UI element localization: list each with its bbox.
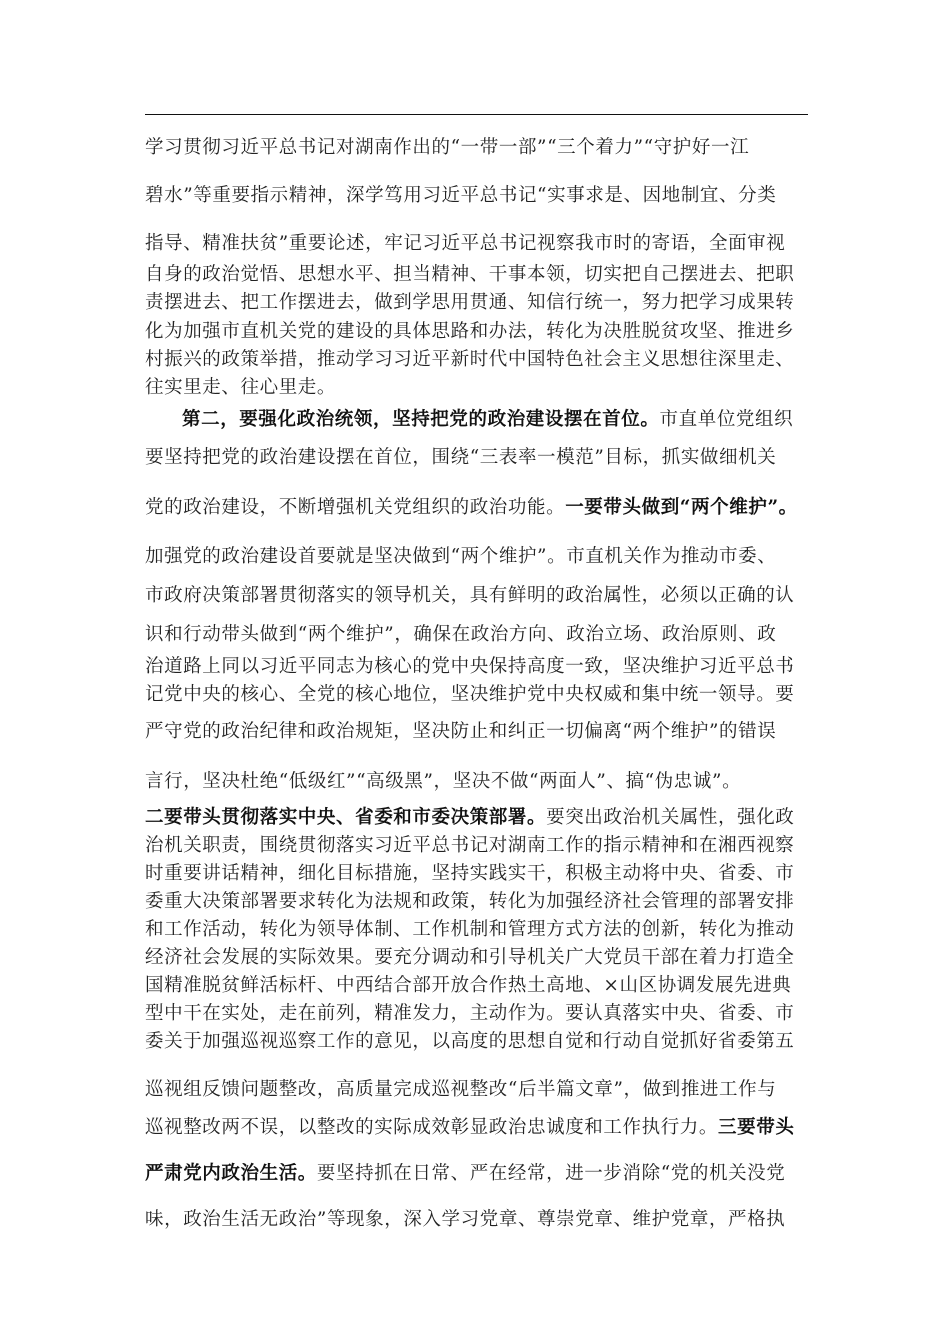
text-segment: 党的政治建设，不断增强机关党组织的政治功能。 bbox=[145, 497, 566, 518]
text-segment: 要坚持把党的政治建设摆在首位，围绕“三表率一模范”目标，抓实做细机关 bbox=[145, 447, 777, 468]
text-line bbox=[145, 263, 809, 287]
text-segment: 学习贯彻习近平总书记对湖南作出的“一带一部”“三个着力”“守护好一江 bbox=[145, 137, 750, 158]
text-segment: 责摆进去、把工作摆进去，做到学思用贯通、知信行统一，努力把学习成果转 bbox=[145, 292, 795, 313]
text-line bbox=[145, 232, 809, 256]
text-line bbox=[145, 862, 809, 886]
text-line bbox=[145, 1030, 809, 1054]
text-line bbox=[145, 348, 809, 372]
text-line bbox=[145, 496, 809, 520]
text-line bbox=[145, 720, 809, 744]
text-line bbox=[145, 1002, 809, 1026]
text-segment: 碧水”等重要指示精神，深学笃用习近平总书记“实事求是、因地制宜、分类 bbox=[145, 185, 777, 206]
text-line bbox=[145, 1162, 809, 1186]
text-line bbox=[145, 291, 809, 315]
bold-text-segment: 二要带头贯彻落实中央、省委和市委决策部署。 bbox=[145, 807, 547, 828]
text-line bbox=[145, 683, 809, 707]
text-segment: 和工作活动，转化为领导体制、工作机制和管理方式方法的创新，转化为推动 bbox=[145, 919, 795, 940]
text-segment: 严守党的政治纪律和政治规矩，坚决防止和纠正一切偏离“两个维护”的错误 bbox=[145, 721, 777, 742]
text-segment: 往实里走、往心里走。 bbox=[145, 377, 337, 398]
text-segment: 言行，坚决杜绝“低级红”“高级黑”，坚决不做“两面人”、搞“伪忠诚”。 bbox=[145, 771, 742, 792]
text-line bbox=[145, 946, 809, 970]
text-line bbox=[145, 584, 809, 608]
text-segment: 时重要讲话精神，细化目标措施，坚持实践实干，积极主动将中央、省委、市 bbox=[145, 863, 795, 884]
text-line bbox=[145, 974, 809, 998]
text-line bbox=[145, 623, 809, 647]
text-segment: 经济社会发展的实际效果。要充分调动和引导机关广大党员干部在着力打造全 bbox=[145, 947, 795, 968]
text-line bbox=[145, 770, 809, 794]
text-segment: 要坚持抓在日常、严在经常，进一步消除“党的机关没党 bbox=[316, 1163, 786, 1184]
text-segment: 指导、精准扶贫”重要论述，牢记习近平总书记视察我市时的寄语，全面审视 bbox=[145, 233, 786, 254]
text-segment: 自身的政治觉悟、思想水平、担当精神、干事本领，切实把自己摆进去、把职 bbox=[145, 264, 795, 285]
text-segment: 市直单位党组织 bbox=[659, 409, 794, 430]
header-rule bbox=[145, 114, 808, 115]
text-line bbox=[145, 184, 809, 208]
text-segment: 市政府决策部署贯彻落实的领导机关，具有鲜明的政治属性，必须以正确的认 bbox=[145, 585, 795, 606]
text-segment: 识和行动带头做到“两个维护”，确保在政治方向、政治立场、政治原则、政 bbox=[145, 624, 777, 645]
text-segment: 委重大决策部署要求转化为法规和政策，转化为加强经济社会管理的部署安排 bbox=[145, 891, 795, 912]
text-segment: 委关于加强巡视巡察工作的意见，以高度的思想自觉和行动自觉抓好省委第五 bbox=[145, 1031, 795, 1052]
text-line bbox=[145, 136, 809, 160]
text-line bbox=[145, 655, 809, 679]
text-segment: 要突出政治机关属性，强化政 bbox=[546, 807, 795, 828]
text-line bbox=[145, 446, 809, 470]
text-segment: 味，政治生活无政治”等现象，深入学习党章、尊崇党章、维护党章，严格执 bbox=[145, 1209, 786, 1230]
text-segment: 治机关职责，围绕贯彻落实习近平总书记对湖南工作的指示精神和在湘西视察 bbox=[145, 835, 795, 856]
text-segment: 加强党的政治建设首要就是坚决做到“两个维护”。市直机关作为推动市委、 bbox=[145, 546, 777, 567]
text-line bbox=[182, 408, 809, 432]
text-line bbox=[145, 545, 809, 569]
text-segment: 型中干在实处，走在前列，精准发力，主动作为。要认真落实中央、省委、市 bbox=[145, 1003, 795, 1024]
text-segment: 化为加强市直机关党的建设的具体思路和办法，转化为决胜脱贫攻坚、推进乡 bbox=[145, 321, 795, 342]
text-segment: 村振兴的政策举措，推动学习习近平新时代中国特色社会主义思想往深里走、 bbox=[145, 349, 795, 370]
bold-text-segment: 严肃党内政治生活。 bbox=[145, 1163, 317, 1184]
text-line bbox=[145, 834, 809, 858]
text-line bbox=[145, 1116, 809, 1140]
bold-text-segment: 第二，要强化政治统领，坚持把党的政治建设摆在首位。 bbox=[182, 409, 660, 430]
text-line bbox=[145, 890, 809, 914]
text-line bbox=[145, 806, 809, 830]
text-segment: 治道路上同以习近平同志为核心的党中央保持高度一致，坚决维护习近平总书 bbox=[145, 656, 795, 677]
text-line bbox=[145, 918, 809, 942]
text-segment: 巡视整改两不误，以整改的实际成效彰显政治忠诚度和工作执行力。 bbox=[145, 1117, 719, 1138]
text-line bbox=[145, 1208, 809, 1232]
text-segment: 国精准脱贫鲜活标杆、中西结合部开放合作热土高地、×山区协调发展先进典 bbox=[145, 975, 792, 996]
text-line bbox=[145, 1078, 809, 1102]
text-line bbox=[145, 376, 809, 400]
text-segment: 记党中央的核心、全党的核心地位，坚决维护党中央权威和集中统一领导。要 bbox=[145, 684, 795, 705]
text-line bbox=[145, 320, 809, 344]
text-segment: 巡视组反馈问题整改，高质量完成巡视整改“后半篇文章”，做到推进工作与 bbox=[145, 1079, 777, 1100]
bold-text-segment: 一要带头做到“两个维护”。 bbox=[565, 497, 798, 518]
bold-text-segment: 三要带头 bbox=[718, 1117, 795, 1138]
